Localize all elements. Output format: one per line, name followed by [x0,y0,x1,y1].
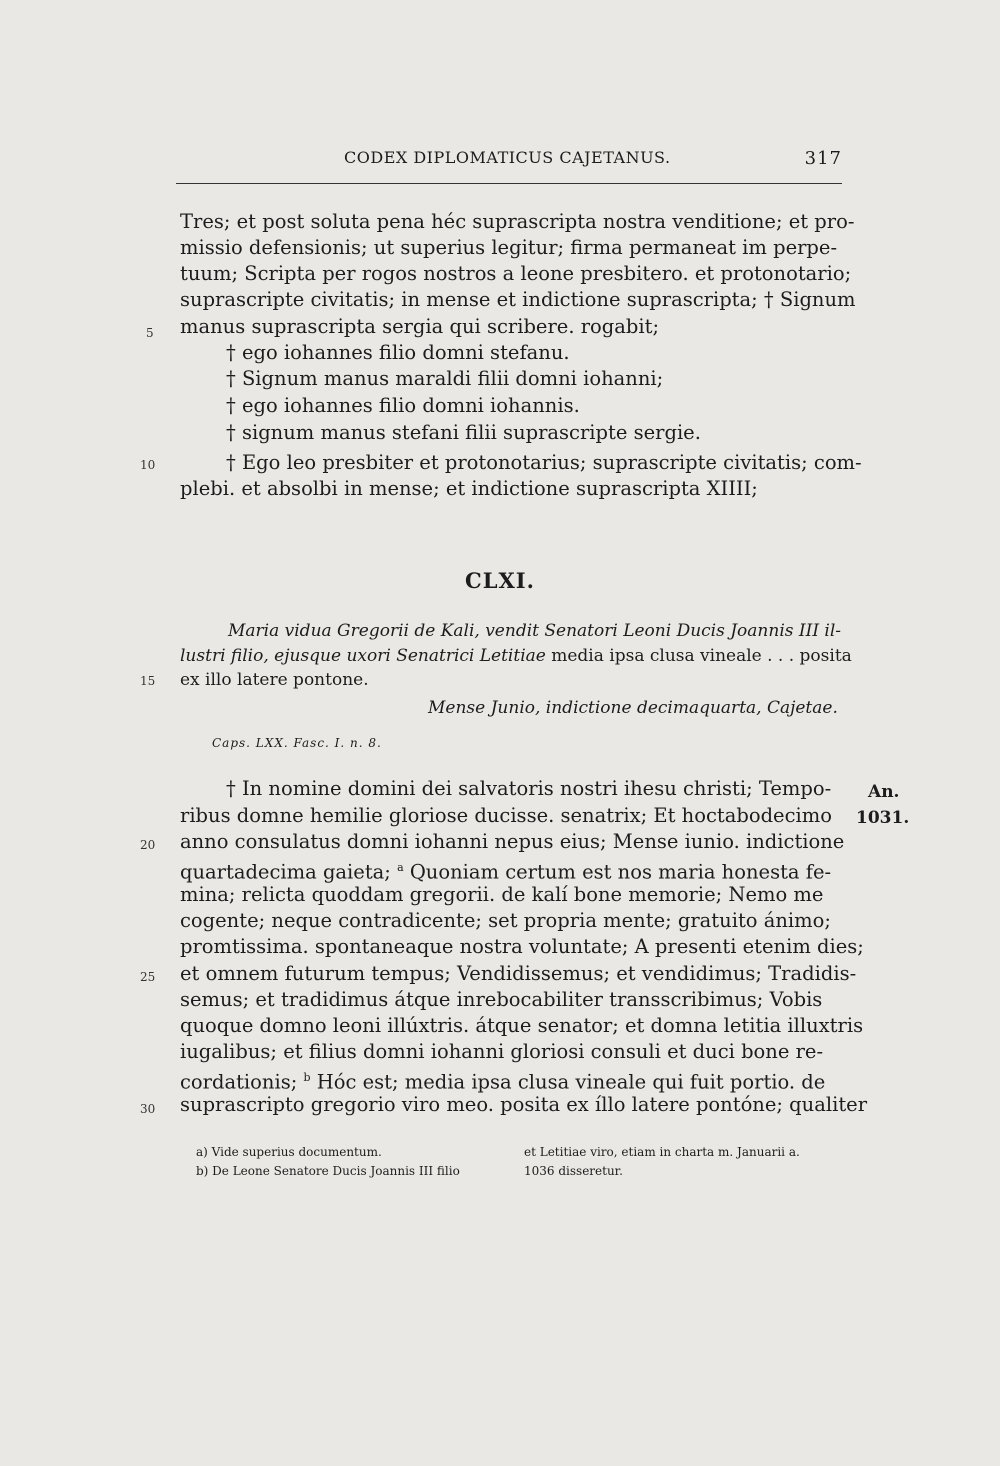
text-line: mina; relicta quoddam gregorii. de kalí bone memorie; Nemo me [180,883,824,906]
page-number: 317 [804,148,842,169]
footnote-ref-b: b [303,1071,311,1084]
text-line: † ego iohannes filio domni iohannis. [226,394,580,417]
text-line: missio defensionis; ut superius legitur; firma permaneat im perpe- [180,236,838,259]
footnote-ref-a: a [397,861,404,874]
summary-line [180,644,852,668]
document-number: CLXI. [465,568,535,593]
text-line: semus; et tradidimus átque inrebocabiliter transscribimus; Vobis [180,988,823,1011]
text-line: promtissima. spontaneaque nostra voluntate; A presenti etenim dies; [180,935,864,958]
text-segment: Hóc est; media ipsa clusa vineale qui fuit portio. de [310,1070,826,1094]
line-number: 10 [140,458,156,472]
summary-date: Mense Junio, indictione decimaquarta, Cajetae. [428,698,838,718]
text-segment: quartadecima gaieta; [180,860,398,884]
text-line: tuum; Scripta per rogos nostros a leone presbitero. et protonotario; [180,262,852,285]
text-line: suprascripto gregorio viro meo. posita ex íllo latere pontóne; qualiter [180,1093,868,1116]
text-line: cogente; neque contradicente; set propria mente; gratuito ánimo; [180,909,831,932]
footnote-a: a) Vide superius documentum. [196,1145,382,1159]
text-line: ribus domne hemilie gloriose ducisse. senatrix; Et hoctabodecimo [180,804,832,827]
footnote-continuation: 1036 disseretur. [524,1164,623,1178]
header-rule [176,183,842,184]
text-line: † ego iohannes filio domni stefanu. [226,341,570,364]
summary-line: ex illo latere pontone. [180,670,369,690]
archive-reference: Caps. LXX. Fasc. I. n. 8. [212,736,382,750]
line-number: 5 [146,326,154,340]
running-header [176,148,842,172]
line-number: 20 [140,838,156,852]
text-line: iugalibus; et filius domni iohanni gloriosi consuli et duci bone re- [180,1040,824,1063]
summary-line: Maria vidua Gregorii de Kali, vendit Senatori Leoni Ducis Joannis III il- [228,621,842,641]
line-number: 30 [140,1102,156,1116]
text-line: plebi. et absolbi in mense; et indictione suprascripta XIIII; [180,477,758,500]
text-line [180,1065,825,1096]
footnote-b: b) De Leone Senatore Ducis Joannis III filio [196,1164,460,1178]
summary-italic: lustri filio, ejusque uxori Senatrici Letitiae [180,646,546,666]
text-segment: cordationis; [180,1070,304,1094]
summary-roman: media ipsa clusa vineale . . . posita [545,646,852,666]
text-line: et omnem futurum tempus; Vendidissemus; et vendidimus; Tradidis- [180,962,857,985]
text-line: † Signum manus maraldi filii domni iohanni; [226,367,664,390]
margin-year: 1031. [856,808,910,828]
line-number: 15 [140,674,156,688]
text-line: † In nomine domini dei salvatoris nostri ihesu christi; Tempo- [226,777,832,800]
line-number: 25 [140,970,156,984]
text-line: manus suprascripta sergia qui scribere. rogabit; [180,315,660,338]
margin-an: An. [868,782,900,802]
text-line [180,855,831,886]
text-line: † Ego leo presbiter et protonotarius; suprascripte civitatis; com- [226,451,862,474]
text-line: suprascripte civitatis; in mense et indictione suprascripta; † Signum [180,288,856,311]
text-segment: Quoniam certum est nos maria honesta fe- [403,860,832,884]
text-line: anno consulatus domni iohanni nepus eius; Mense iunio. indictione [180,830,845,853]
text-line: Tres; et post soluta pena héc suprascripta nostra venditione; et pro- [180,210,855,233]
text-line: † signum manus stefani filii suprascripte sergie. [226,421,701,444]
text-line: quoque domno leoni illúxtris. átque senator; et domna letitia illuxtris [180,1014,864,1037]
header-title: CODEX DIPLOMATICUS CAJETANUS. [344,148,671,167]
footnote-continuation: et Letitiae viro, etiam in charta m. Januarii a. [524,1145,800,1159]
